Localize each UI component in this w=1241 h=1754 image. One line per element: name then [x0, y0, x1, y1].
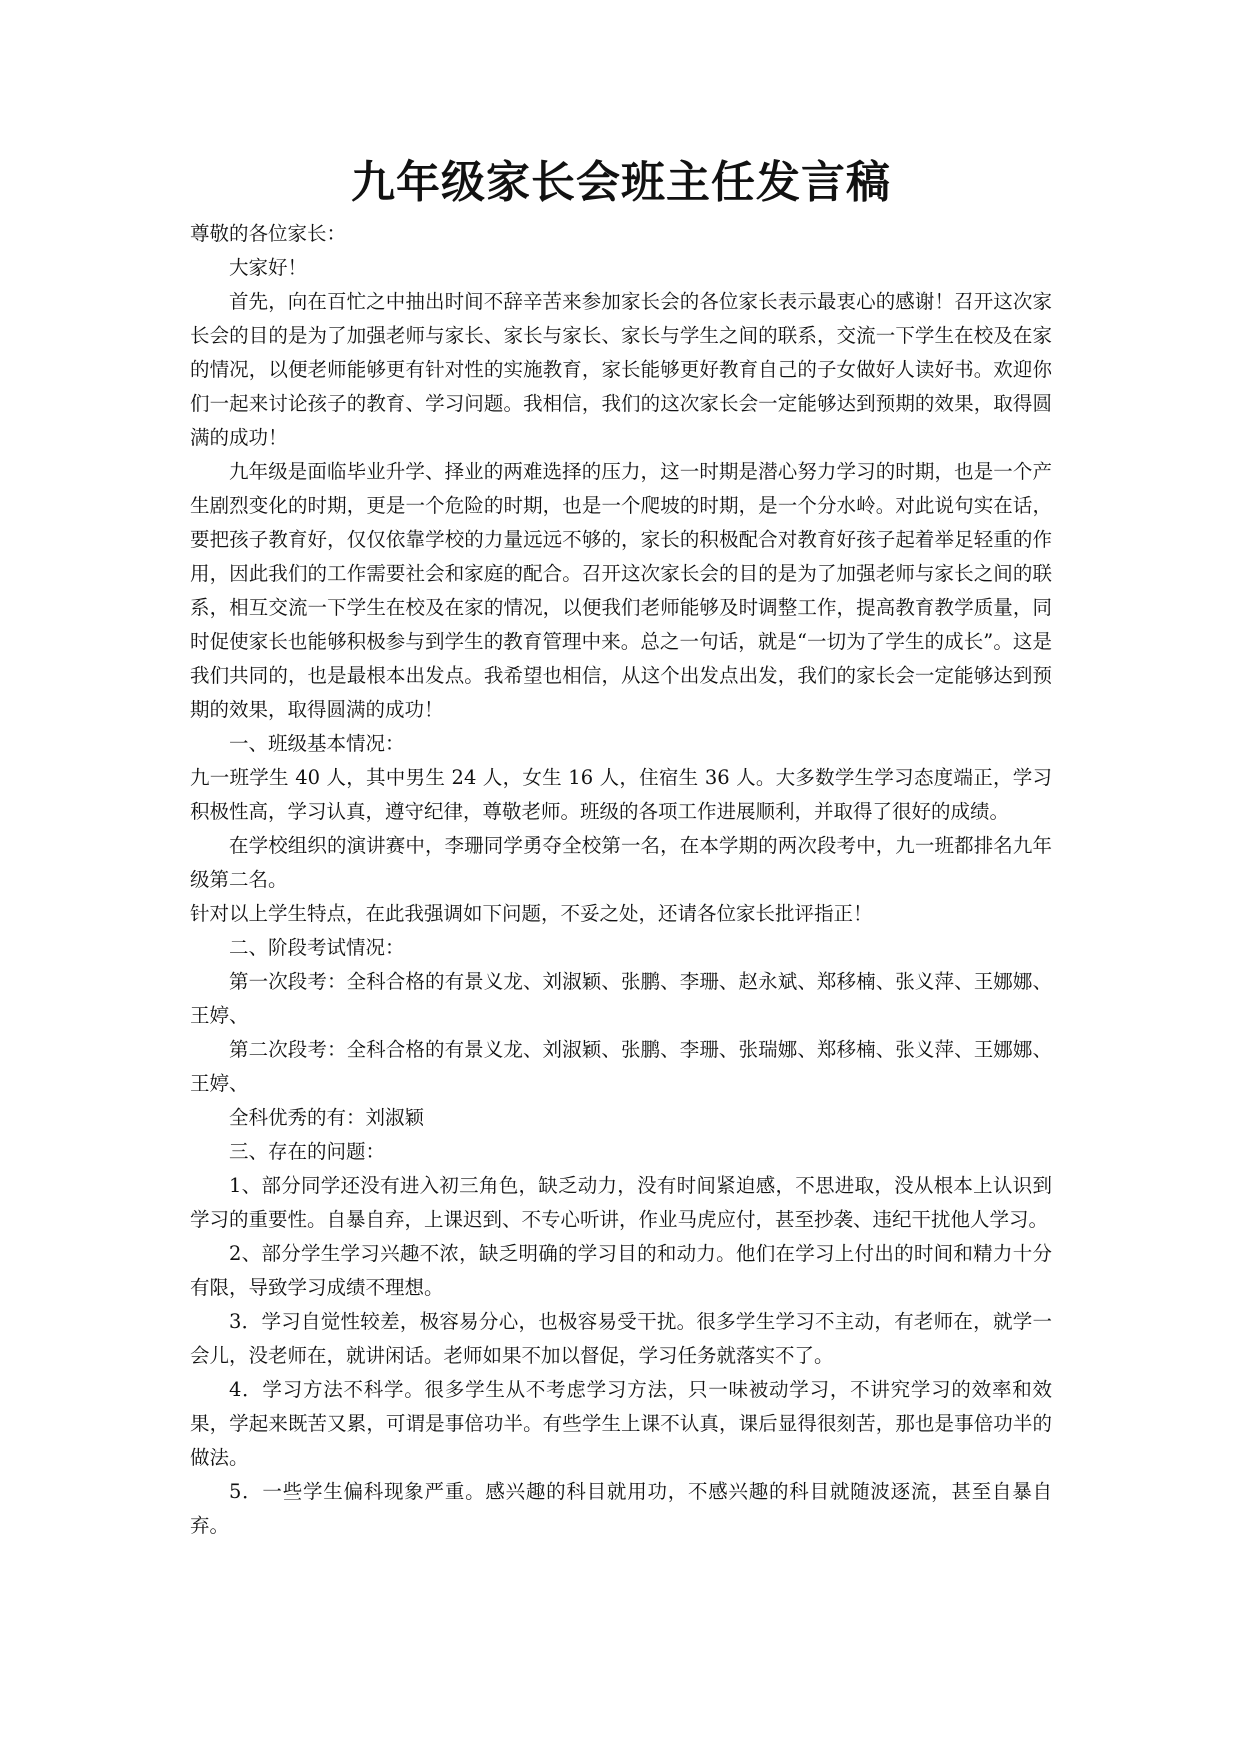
paragraph: 4．学习方法不科学。很多学生从不考虑学习方法，只一味被动学习，不讲究学习的效率和效果，学起来既苦又累，可谓是事倍功半。有些学生上课不认真，课后显得很刻苦，那也是事倍功半的做法。 — [190, 1378, 1052, 1469]
paragraph: 三、存在的问题： — [229, 1140, 386, 1163]
paragraph: 大家好！ — [229, 256, 308, 279]
paragraph: 5．一些学生偏科现象严重。感兴趣的科目就用功，不感兴趣的科目就随波逐流，甚至自暴自弃。 — [190, 1480, 1052, 1537]
paragraph: 第二次段考：全科合格的有景义龙、刘淑颖、张鹏、李珊、张瑞娜、郑移楠、张义萍、王娜娜、王婷、 — [190, 1038, 1052, 1095]
paragraph: 3．学习自觉性较差，极容易分心，也极容易受干扰。很多学生学习不主动，有老师在，就学一会儿，没老师在，就讲闲话。老师如果不加以督促，学习任务就落实不了。 — [190, 1310, 1052, 1367]
paragraph: 1、部分同学还没有进入初三角色，缺乏动力，没有时间紧迫感，不思进取，没从根本上认识到学习的重要性。自暴自弃，上课迟到、不专心听讲，作业马虎应付，甚至抄袭、违纪干扰他人学习。 — [190, 1174, 1052, 1231]
paragraph: 九年级是面临毕业升学、择业的两难选择的压力，这一时期是潜心努力学习的时期，也是一个产生剧烈变化的时期，更是一个危险的时期，也是一个爬坡的时期，是一个分水岭。对此说句实在话，要把孩子教育好，仅仅依靠学校的力量远远不够的，家长的积极配合对教育好孩子起着举足轻重的作用，因此我们的工作需要社会和家庭的配合。召开这次家长会的目的是为了加强老师与家长之间的联系，相互交流一下学生在校及在家的情况，以便我们老师能够及时调整工作，提高教育教学质量，同时促使家长也能够积极参与到学生的教育管理中来。总之一句话，就是“一切为了学生的成长”。这是我们共同的，也是最根本出发点。我希望也相信，从这个出发点出发，我们的家长会一定能够达到预期的效果，取得圆满的成功！ — [190, 460, 1052, 721]
paragraph: 一、班级基本情况： — [229, 732, 405, 755]
document-title: 九年级家长会班主任发言稿 — [351, 157, 891, 208]
paragraph: 全科优秀的有：刘淑颖 — [229, 1106, 425, 1129]
paragraph: 九一班学生 40 人，其中男生 24 人，女生 16 人，住宿生 36 人。大多数学生学习态度端正，学习积极性高，学习认真，遵守纪律，尊敬老师。班级的各项工作进展顺利，并取得了很好的成绩。 — [190, 766, 1052, 823]
paragraph: 针对以上学生特点，在此我强调如下问题，不妥之处，还请各位家长批评指正！ — [190, 902, 873, 925]
paragraph: 第一次段考：全科合格的有景义龙、刘淑颖、张鹏、李珊、赵永斌、郑移楠、张义萍、王娜娜、王婷、 — [190, 970, 1052, 1027]
document-page — [190, 155, 1052, 1543]
document-body — [190, 217, 1052, 1543]
paragraph: 在学校组织的演讲赛中，李珊同学勇夺全校第一名，在本学期的两次段考中，九一班都排名九年级第二名。 — [190, 834, 1052, 891]
paragraph: 首先，向在百忙之中抽出时间不辞辛苦来参加家长会的各位家长表示最衷心的感谢！召开这次家长会的目的是为了加强老师与家长、家长与家长、家长与学生之间的联系，交流一下学生在校及在家的情况，以便老师能够更有针对性的实施教育，家长能够更好教育自己的子女做好人读好书。欢迎你们一起来讨论孩子的教育、学习问题。我相信，我们的这次家长会一定能够达到预期的效果，取得圆满的成功！ — [190, 290, 1052, 449]
paragraph: 尊敬的各位家长： — [190, 222, 347, 245]
paragraph: 2、部分学生学习兴趣不浓，缺乏明确的学习目的和动力。他们在学习上付出的时间和精力十分有限，导致学习成绩不理想。 — [190, 1242, 1052, 1299]
paragraph: 二、阶段考试情况： — [229, 936, 405, 959]
